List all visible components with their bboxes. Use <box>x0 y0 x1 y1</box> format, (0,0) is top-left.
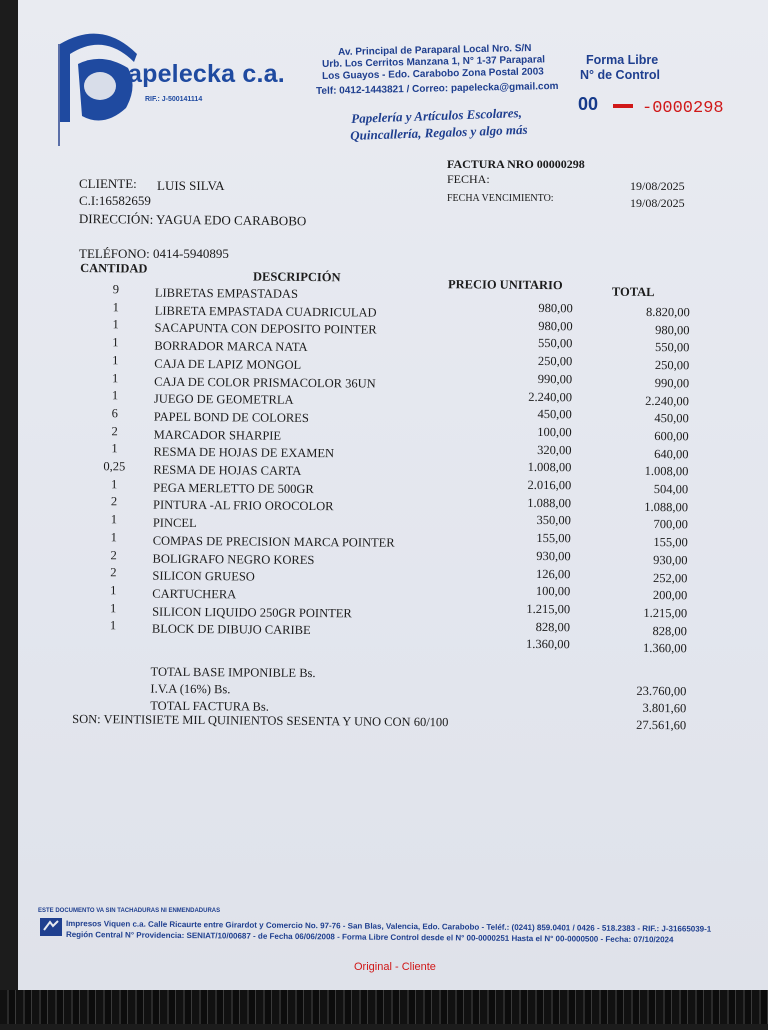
row-total: 8.820,00 <box>645 304 690 320</box>
header-unit-price: PRECIO UNITARIO <box>447 277 563 293</box>
row-unit-price: 990,00 <box>537 371 573 387</box>
header-desc: DESCRIPCIÓN <box>252 269 341 285</box>
row-qty: 2 <box>110 494 118 509</box>
row-total: 1.215,00 <box>643 605 688 621</box>
row-description: CARTUCHERA <box>152 586 237 602</box>
row-unit-price: 550,00 <box>538 336 573 351</box>
row-qty: 1 <box>110 530 117 545</box>
iva-label: I.V.A (16%) Bs. <box>150 681 231 697</box>
row-description: PEGA MERLETTO DE 500GR <box>153 480 314 496</box>
row-description: BLOCK DE DIBUJO CARIBE <box>151 621 311 638</box>
amount-in-words: SON: VEINTISIETE MIL QUINIENTOS SESENTA Y UNO CON 60/100 <box>72 711 449 730</box>
control-number-label: N° de Control <box>580 68 660 82</box>
header-qty: CANTIDAD <box>80 261 148 276</box>
total-label: TOTAL FACTURA Bs. <box>150 698 269 714</box>
company-rif: RIF.: J-500141114 <box>145 96 203 103</box>
row-unit-price: 980,00 <box>538 318 573 333</box>
row-description: SILICON LIQUIDO 250GR POINTER <box>152 604 352 620</box>
row-total: 930,00 <box>653 552 688 568</box>
row-qty: 1 <box>112 353 119 368</box>
row-description: CAJA DE COLOR PRISMACOLOR 36UN <box>154 374 376 391</box>
row-description: SILICON GRUESO <box>152 568 255 584</box>
control-number: -0000298 <box>642 99 724 118</box>
base-value: 23.760,00 <box>636 683 687 699</box>
row-description: MARCADOR SHARPIE <box>153 427 282 443</box>
row-unit-price: 2.016,00 <box>527 477 572 493</box>
row-description: SACAPUNTA CON DEPOSITO POINTER <box>154 321 377 337</box>
company-address-3: Los Guayos - Edo. Carabobo Zona Postal 2003 <box>322 66 544 82</box>
row-unit-price: 250,00 <box>537 354 573 369</box>
row-unit-price: 980,00 <box>538 301 573 316</box>
row-qty: 2 <box>111 423 118 438</box>
row-unit-price: 828,00 <box>535 619 571 634</box>
row-qty: 1 <box>111 441 118 456</box>
company-tagline-2: Quincallería, Regalos y algo más <box>350 121 528 143</box>
company-address-2: Urb. Los Cerritos Manzana 1, N° 1-37 Paraparal <box>322 54 546 70</box>
row-unit-price: 930,00 <box>536 548 571 564</box>
row-unit-price: 100,00 <box>535 584 571 599</box>
due-date-label: FECHA VENCIMIENTO: <box>447 193 554 204</box>
row-qty: 1 <box>110 512 118 527</box>
row-total: 1.360,00 <box>642 641 687 656</box>
client-name: LUIS SILVA <box>157 178 225 193</box>
printer-logo-icon <box>40 918 62 936</box>
forma-libre-label: Forma Libre <box>586 53 659 67</box>
row-qty: 2 <box>110 547 117 562</box>
row-qty: 6 <box>111 406 119 421</box>
footer-notice: ESTE DOCUMENTO VA SIN TACHADURAS NI ENMENDADURAS <box>38 908 221 914</box>
control-prefix: 00 <box>578 94 599 114</box>
row-qty: 1 <box>112 335 119 350</box>
row-total: 600,00 <box>654 428 689 444</box>
row-description: RESMA DE HOJAS CARTA <box>153 462 302 478</box>
row-total: 1.008,00 <box>644 464 689 479</box>
row-qty: 1 <box>109 600 117 615</box>
base-label: TOTAL BASE IMPONIBLE Bs. <box>150 664 316 681</box>
scan-edge <box>0 990 768 1024</box>
row-unit-price: 1.008,00 <box>527 460 572 475</box>
row-qty: 0,25 <box>103 459 126 474</box>
row-total: 450,00 <box>654 411 689 426</box>
row-total: 252,00 <box>652 570 688 585</box>
row-unit-price: 126,00 <box>536 566 571 581</box>
copy-separator: - <box>391 961 402 973</box>
row-description: PINTURA -AL FRIO OROCOLOR <box>152 498 334 514</box>
row-unit-price: 100,00 <box>537 424 572 440</box>
printer-info-1: Impresos Viquen c.a. Calle Ricaurte entre Girardot y Comercio No. 97-76 - San Blas, Valencia, Edo. Carabobo - Teléf.: (0241) 859.0401 / 0426 - 518.2383 - RIF.: J-31665039-1 <box>65 919 712 934</box>
row-total: 2.240,00 <box>645 393 690 408</box>
row-unit-price: 1.360,00 <box>526 637 570 652</box>
row-unit-price: 1.088,00 <box>527 495 572 510</box>
row-qty: 2 <box>110 565 117 580</box>
row-description: JUEGO DE GEOMETRLA <box>153 391 294 408</box>
row-description: BOLIGRAFO NEGRO KORES <box>152 551 315 567</box>
row-total: 250,00 <box>654 358 690 373</box>
row-total: 980,00 <box>655 322 690 338</box>
row-qty: 1 <box>112 299 119 315</box>
row-qty: 1 <box>112 317 119 332</box>
row-description: PAPEL BOND DE COLORES <box>153 409 309 425</box>
row-unit-price: 350,00 <box>536 513 571 528</box>
row-total: 504,00 <box>653 482 689 497</box>
client-ci: C.I:16582659 <box>79 193 151 208</box>
row-description: CAJA DE LAPIZ MONGOL <box>154 356 302 372</box>
row-description: LIBRETA EMPASTADA CUADRICULAD <box>154 303 377 320</box>
row-qty: 1 <box>111 476 118 492</box>
company-name: apelecka c.a. <box>128 60 285 88</box>
row-description: PINCEL <box>152 515 197 531</box>
row-unit-price: 450,00 <box>537 407 572 422</box>
row-description: LIBRETAS EMPASTADAS <box>154 285 299 301</box>
row-total: 155,00 <box>653 535 688 550</box>
row-unit-price: 155,00 <box>536 531 571 546</box>
client-address: DIRECCIÓN: YAGUA EDO CARABOBO <box>78 211 307 229</box>
due-date: 19/08/2025 <box>630 196 685 210</box>
invoice-date: 19/08/2025 <box>630 179 685 193</box>
invoice-date-label: FECHA: <box>447 172 490 186</box>
row-total: 990,00 <box>654 375 690 391</box>
row-total: 550,00 <box>654 340 690 355</box>
copy-cliente: Cliente <box>401 961 436 973</box>
row-qty: 9 <box>112 282 120 297</box>
row-qty: 1 <box>110 583 117 598</box>
row-total: 1.088,00 <box>644 499 689 515</box>
printer-info-2: Región Central N° Providencia: SENIAT/10/00687 - de Fecha 06/06/2008 - Forma Libre Control desde el N° 00-0000251 Hasta el N° 00-0000500 - Fecha: 07/10/2024 <box>65 930 674 945</box>
client-name-label: CLIENTE: <box>79 176 137 191</box>
row-qty: 1 <box>111 388 119 403</box>
row-total: 700,00 <box>653 517 688 532</box>
row-unit-price: 320,00 <box>537 442 572 457</box>
row-qty: 1 <box>111 370 119 385</box>
row-total: 200,00 <box>652 588 688 603</box>
row-total: 828,00 <box>652 623 688 638</box>
company-tagline-1: Papelería y Artículos Escolares, <box>351 105 523 126</box>
copy-label <box>354 961 436 973</box>
company-address-1: Av. Principal de Paraparal Local Nro. S/N <box>338 42 532 58</box>
company-contact: Telf: 0412-1443821 / Correo: papelecka@gmail.com <box>316 80 559 97</box>
row-description: COMPAS DE PRECISION MARCA POINTER <box>152 533 395 550</box>
header-total: TOTAL <box>611 284 655 300</box>
invoice-number: FACTURA NRO 00000298 <box>447 157 585 171</box>
copy-original: Original <box>354 961 392 973</box>
client-phone: TELÉFONO: 0414-5940895 <box>79 246 229 261</box>
iva-value: 3.801,60 <box>642 700 687 716</box>
row-unit-price: 1.215,00 <box>526 601 571 617</box>
total-value: 27.561,60 <box>636 717 687 733</box>
row-qty: 1 <box>109 618 117 633</box>
row-total: 640,00 <box>654 446 689 461</box>
row-description: RESMA DE HOJAS DE EXAMEN <box>153 444 335 461</box>
row-description: BORRADOR MARCA NATA <box>154 338 308 355</box>
row-unit-price: 2.240,00 <box>528 389 573 404</box>
